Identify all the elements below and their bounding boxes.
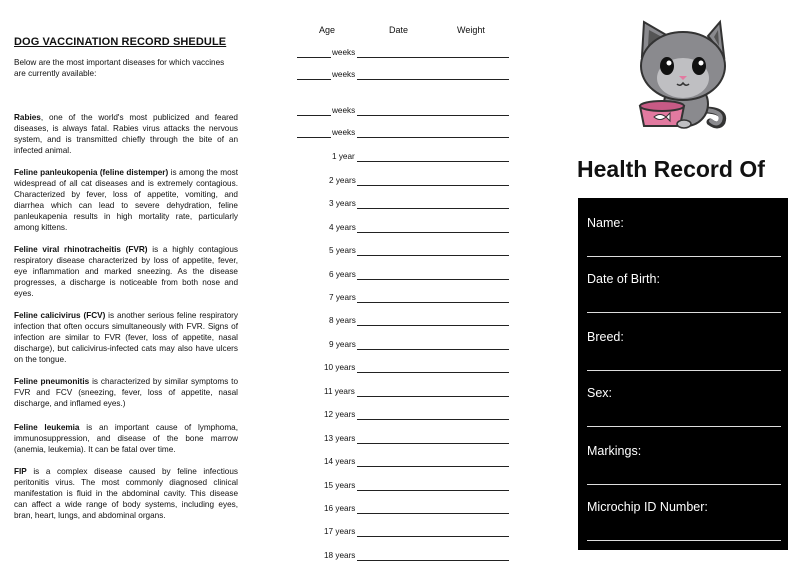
schedule-row: 17 years (295, 527, 515, 539)
date-weight-blank[interactable] (357, 527, 509, 537)
disease-entry: FIP is a complex disease caused by feline infectious peritonitis virus. The most commonly diagnosed clinical manifestation is fluid in the abdominal cavity. This disease can affect a wide range of body systems, including eyes, bran, heart, lungs, and abdominal organs. (14, 467, 238, 520)
date-weight-blank[interactable] (357, 128, 509, 138)
sex-line[interactable] (587, 426, 781, 427)
disease-entry: Feline leukemia is an important cause of lymphoma, immunosuppression, and disease of the bone marrow (anemia, leukemia). It can be fatal over time. (14, 423, 238, 454)
intro-text: Below are the most important diseases for which vaccines are currently available: (14, 58, 225, 78)
disease-entry: Feline viral rhinotracheitis (FVR) is a highly contagious respiratory disease characterized by loss of appetite, fever, eye inflammation and marked sneezing. As the disease progresses, a discharge is noticeable from both nose and eyes. (14, 245, 238, 298)
name-field[interactable]: Name: (587, 214, 782, 232)
schedule-row: 16 years (295, 504, 515, 516)
schedule-row: weeks (295, 70, 515, 82)
date-of-birth-line[interactable] (587, 312, 781, 313)
pet-info-box (578, 198, 788, 550)
age-blank[interactable] (297, 106, 331, 116)
date-weight-blank[interactable] (357, 387, 509, 397)
schedule-row: 12 years (295, 410, 515, 422)
sex-field[interactable]: Sex: (587, 384, 782, 402)
health-record-column (572, 0, 796, 575)
date-of-birth-field[interactable]: Date of Birth: (587, 270, 782, 288)
breed-line[interactable] (587, 370, 781, 371)
microchip-id-line[interactable] (587, 540, 781, 541)
schedule-row: 18 years (295, 551, 515, 563)
schedule-row: 5 years (295, 246, 515, 258)
weight-header: Weight (457, 25, 485, 35)
schedule-row: 3 years (295, 199, 515, 211)
microchip-id-field[interactable]: Microchip ID Number: (587, 498, 782, 516)
date-weight-blank[interactable] (357, 293, 509, 303)
date-weight-blank[interactable] (357, 457, 509, 467)
schedule-row: 9 years (295, 340, 515, 352)
schedule-row: 11 years (295, 387, 515, 399)
date-weight-blank[interactable] (357, 70, 509, 80)
date-weight-blank[interactable] (357, 246, 509, 256)
schedule-row: 7 years (295, 293, 515, 305)
date-header: Date (389, 25, 409, 35)
age-blank[interactable] (297, 128, 331, 138)
date-weight-blank[interactable] (357, 106, 509, 116)
schedule-row: 10 years (295, 363, 515, 375)
schedule-row: 4 years (295, 223, 515, 235)
schedule-row: weeks (295, 128, 515, 140)
disease-info-column (14, 36, 239, 520)
date-weight-blank[interactable] (357, 152, 509, 162)
date-weight-blank[interactable] (357, 340, 509, 350)
date-weight-blank[interactable] (357, 481, 509, 491)
schedule-row: 6 years (295, 270, 515, 282)
date-weight-blank[interactable] (357, 410, 509, 420)
name-line[interactable] (587, 256, 781, 257)
schedule-row: 8 years (295, 316, 515, 328)
date-weight-blank[interactable] (357, 551, 509, 561)
schedule-row: weeks (295, 48, 515, 60)
date-weight-blank[interactable] (357, 176, 509, 186)
document-title: DOG VACCINATION RECORD SHEDULE (14, 36, 227, 48)
date-weight-blank[interactable] (357, 504, 509, 514)
age-blank[interactable] (297, 48, 331, 58)
schedule-row: weeks (295, 106, 515, 118)
schedule-row: 14 years (295, 457, 515, 469)
schedule-row: 2 years (295, 176, 515, 188)
disease-entry: Feline calicivirus (FCV) is another serious feline respiratory infection that often occurs simultaneously with FVR. Signs of infection are similar to FVR (fever, loss of appetite, nasal discharge), but calicivirus-infected cats may also have ulcers on the tongue. (14, 311, 238, 364)
markings-line[interactable] (587, 484, 781, 485)
health-record-title: Health Record Of (577, 156, 765, 182)
date-weight-blank[interactable] (357, 199, 509, 209)
cat-with-food-bowl-icon (634, 18, 730, 130)
schedule-row: 15 years (295, 481, 515, 493)
disease-entry: Feline pneumonitis is characterized by similar symptoms to FVR and FCV (sneezing, fever, loss of appetite, nasal discharge, and inflamed eyes.) (14, 377, 239, 408)
date-weight-blank[interactable] (357, 363, 509, 373)
disease-entry: Feline panleukopenia (feline distemper) is among the most widespread of all cat diseases and is extremely contagious. Characterized by fever, loss of appetite, vomiting, and diarrhea which can lead to severe dehydration, feline panleukapenia results in high mortality rate, particularly among kittens. (14, 168, 239, 232)
date-weight-blank[interactable] (357, 316, 509, 326)
age-blank[interactable] (297, 70, 331, 80)
date-weight-blank[interactable] (357, 48, 509, 58)
date-weight-blank[interactable] (357, 434, 509, 444)
age-header: Age (319, 25, 336, 35)
schedule-row: 13 years (295, 434, 515, 446)
disease-entry: Rabies, one of the world's most publicized and feared diseases, is always fatal. Rabies virus attacks the nervous system, and is transmitted chiefly through the bite of an infected animal. (14, 113, 238, 155)
date-weight-blank[interactable] (357, 223, 509, 233)
breed-field[interactable]: Breed: (587, 328, 782, 346)
schedule-row: 1 year (295, 152, 515, 164)
date-weight-blank[interactable] (357, 270, 509, 280)
vaccination-schedule-column (295, 0, 515, 575)
markings-field[interactable]: Markings: (587, 442, 782, 460)
